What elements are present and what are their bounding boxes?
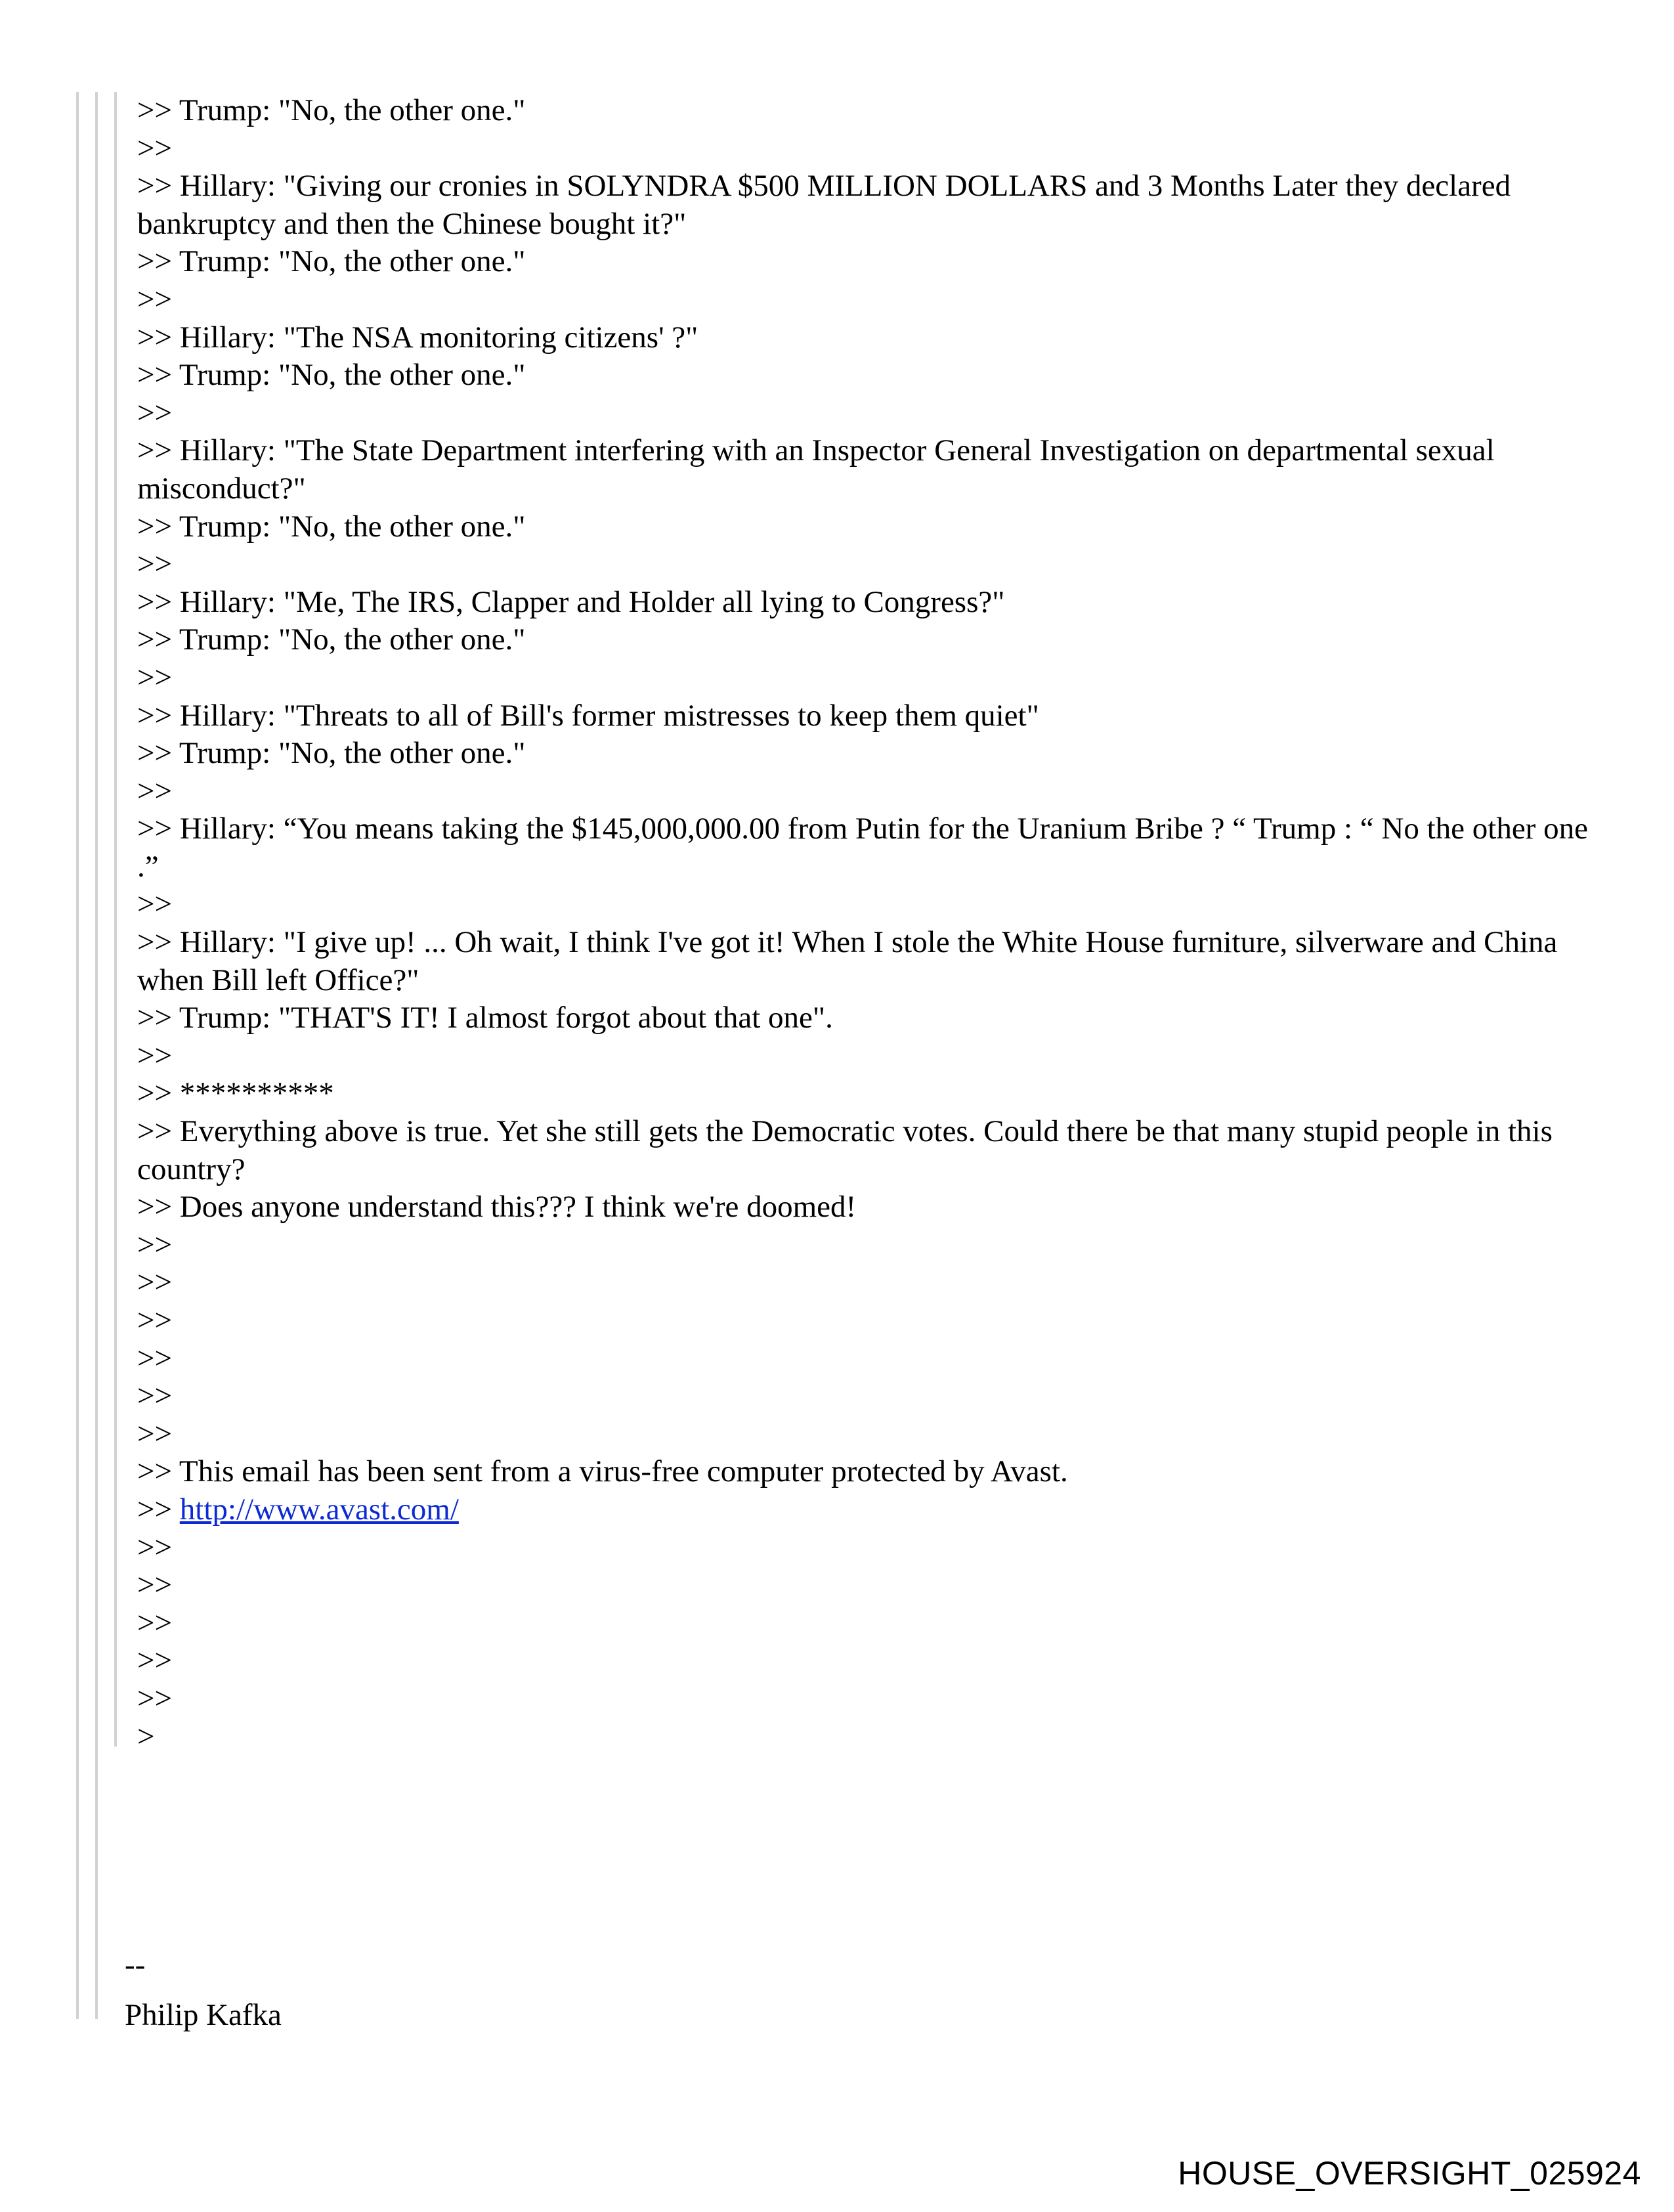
quoted-line: >> Everything above is true. Yet she still gets the Democratic votes. Could there be that many stupid people in this country? [137, 1114, 1560, 1186]
quoted-line: >> Trump: "No, the other one." [137, 358, 526, 393]
quoted-line: >> [137, 1227, 173, 1262]
signature-block [125, 1940, 282, 2040]
quote-bar-inner [114, 92, 117, 1746]
quoted-line: >> Hillary: "The State Department interfering with an Inspector General Investigation on departmental sexual misconduct?" [137, 433, 1503, 506]
signature-name: Philip Kafka [125, 1998, 282, 2032]
quoted-line: >> Hillary: "Me, The IRS, Clapper and Holder all lying to Congress?" [137, 584, 1005, 619]
signature-separator: -- [125, 1948, 146, 1982]
quoted-line: >> [137, 1568, 173, 1603]
quote-bar-middle [95, 92, 98, 2019]
quoted-line: >> [137, 547, 173, 582]
quoted-line: > [137, 1719, 155, 1754]
quoted-line: >> Hillary: "The NSA monitoring citizens' ?" [137, 320, 698, 355]
quoted-line: >> [137, 1341, 173, 1376]
quoted-line: >> [137, 887, 173, 922]
link-line-prefix: >> [137, 1492, 180, 1527]
quoted-line: >> [137, 282, 173, 316]
quote-bar-outer [76, 92, 79, 2019]
quoted-line: >> Trump: "No, the other one." [137, 93, 526, 127]
quoted-line: >> Trump: "No, the other one." [137, 509, 526, 544]
quoted-line: >> [137, 131, 173, 165]
bates-number: HOUSE_OVERSIGHT_025924 [1178, 2155, 1641, 2192]
quoted-line: >> Trump: "THAT'S IT! I almost forgot about that one". [137, 1001, 833, 1035]
quoted-line: >> [137, 1416, 173, 1451]
quoted-line: >> Trump: "No, the other one." [137, 244, 526, 279]
quoted-line: >> Does anyone understand this??? I think we're doomed! [137, 1190, 857, 1225]
quoted-line: >> [137, 773, 173, 808]
quoted-line: >> [137, 1379, 173, 1414]
quoted-line: >> [137, 1303, 173, 1337]
quoted-line: >> Trump: "No, the other one." [137, 736, 526, 771]
quoted-line: >> [137, 1681, 173, 1716]
quoted-line: >> [137, 660, 173, 695]
quoted-message-body [137, 92, 1601, 1756]
avast-link[interactable]: http://www.avast.com/ [179, 1492, 459, 1527]
quoted-line: >> [137, 1605, 173, 1640]
quoted-line: >> ********** [137, 1076, 334, 1111]
quoted-line: >> Hillary: "Threats to all of Bill's former mistresses to keep them quiet" [137, 698, 1039, 733]
quoted-line: >> Hillary: "Giving our cronies in SOLYNDRA $500 MILLION DOLLARS and 3 Months Later they declared bankruptcy and then the Chinese bought it?" [137, 169, 1518, 241]
quoted-line: >> Hillary: "I give up! ... Oh wait, I think I've got it! When I stole the White House furniture, silverware and China when Bill left Office?" [137, 925, 1566, 997]
quoted-line: >> This email has been sent from a virus-free computer protected by Avast. [137, 1454, 1068, 1489]
quoted-line: >> [137, 395, 173, 430]
quoted-line: >> Trump: "No, the other one." [137, 622, 526, 657]
avast-link-line [137, 1491, 1601, 1529]
quoted-line: >> [137, 1530, 173, 1565]
quoted-line: >> [137, 1038, 173, 1073]
quoted-line: >> [137, 1643, 173, 1678]
quoted-line: >> Hillary: “You means taking the $145,000,000.00 from Putin for the Uranium Bribe ? “ Trump : “ No the other one .” [137, 812, 1596, 884]
quoted-line: >> [137, 1265, 173, 1300]
